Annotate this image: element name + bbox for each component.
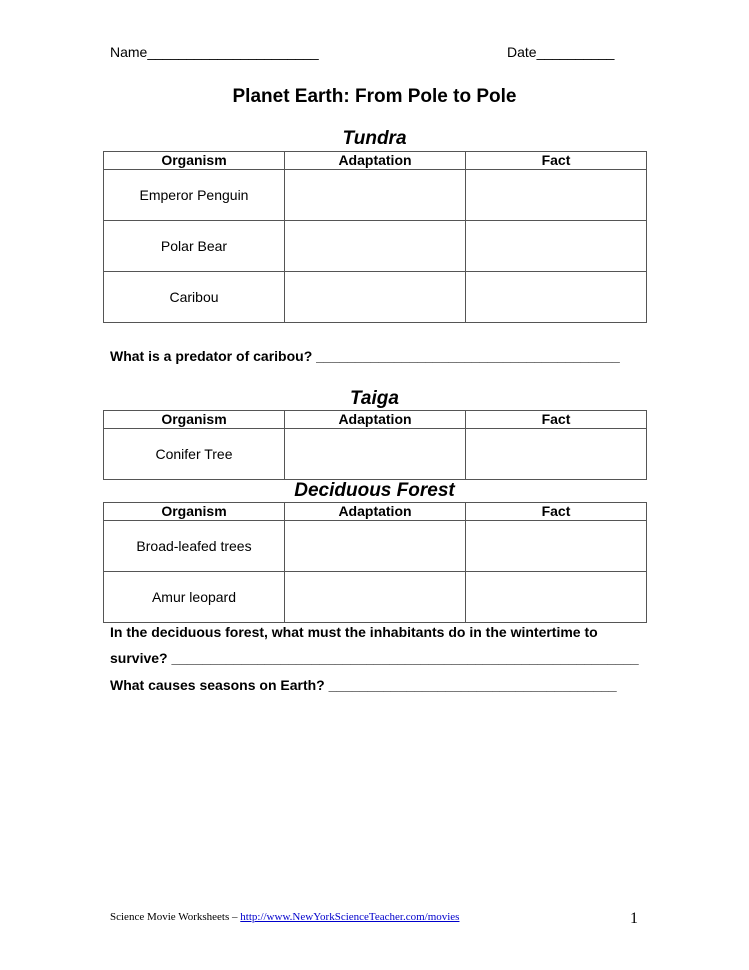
column-header-organism: Organism	[104, 411, 285, 429]
adaptation-cell[interactable]	[285, 170, 466, 221]
adaptation-cell[interactable]	[285, 272, 466, 323]
winter-survival-question-line2: survive? ____________________________________________________________	[110, 650, 639, 666]
organism-cell: Broad-leafed trees	[104, 521, 285, 572]
footer-link[interactable]: http://www.NewYorkScienceTeacher.com/movies	[240, 911, 460, 923]
column-header-adaptation: Adaptation	[285, 411, 466, 429]
table-row	[104, 272, 647, 323]
table-header-row	[104, 503, 647, 521]
taiga-heading: Taiga	[350, 388, 399, 409]
deciduous-table	[103, 502, 647, 623]
column-header-fact: Fact	[466, 152, 647, 170]
organism-cell: Caribou	[104, 272, 285, 323]
organism-cell: Emperor Penguin	[104, 170, 285, 221]
column-header-fact: Fact	[466, 503, 647, 521]
adaptation-cell[interactable]	[285, 572, 466, 623]
footer-text: Science Movie Worksheets –	[110, 911, 241, 923]
table-row	[104, 221, 647, 272]
fact-cell[interactable]	[466, 572, 647, 623]
table-header-row	[104, 152, 647, 170]
organism-cell: Polar Bear	[104, 221, 285, 272]
fact-cell[interactable]	[466, 521, 647, 572]
caribou-predator-question: What is a predator of caribou? _______________________________________	[110, 348, 620, 364]
footer	[110, 911, 459, 923]
table-row	[104, 429, 647, 480]
organism-cell: Conifer Tree	[104, 429, 285, 480]
tundra-heading: Tundra	[342, 128, 407, 149]
column-header-fact: Fact	[466, 411, 647, 429]
column-header-adaptation: Adaptation	[285, 152, 466, 170]
fact-cell[interactable]	[466, 170, 647, 221]
winter-survival-question-line1: In the deciduous forest, what must the inhabitants do in the wintertime to	[110, 624, 598, 640]
adaptation-cell[interactable]	[285, 521, 466, 572]
organism-cell: Amur leopard	[104, 572, 285, 623]
page-title: Planet Earth: From Pole to Pole	[232, 86, 517, 107]
taiga-table	[103, 410, 647, 480]
table-row	[104, 572, 647, 623]
table-header-row	[104, 411, 647, 429]
fact-cell[interactable]	[466, 429, 647, 480]
column-header-organism: Organism	[104, 503, 285, 521]
deciduous-forest-heading: Deciduous Forest	[294, 480, 455, 501]
column-header-organism: Organism	[104, 152, 285, 170]
table-row	[104, 521, 647, 572]
date-field-label: Date__________	[507, 44, 615, 60]
name-field-label: Name______________________	[110, 44, 319, 60]
adaptation-cell[interactable]	[285, 429, 466, 480]
page-number: 1	[630, 910, 638, 927]
tundra-table	[103, 151, 647, 323]
fact-cell[interactable]	[466, 272, 647, 323]
table-row	[104, 170, 647, 221]
column-header-adaptation: Adaptation	[285, 503, 466, 521]
fact-cell[interactable]	[466, 221, 647, 272]
adaptation-cell[interactable]	[285, 221, 466, 272]
seasons-question: What causes seasons on Earth? _____________________________________	[110, 677, 617, 693]
